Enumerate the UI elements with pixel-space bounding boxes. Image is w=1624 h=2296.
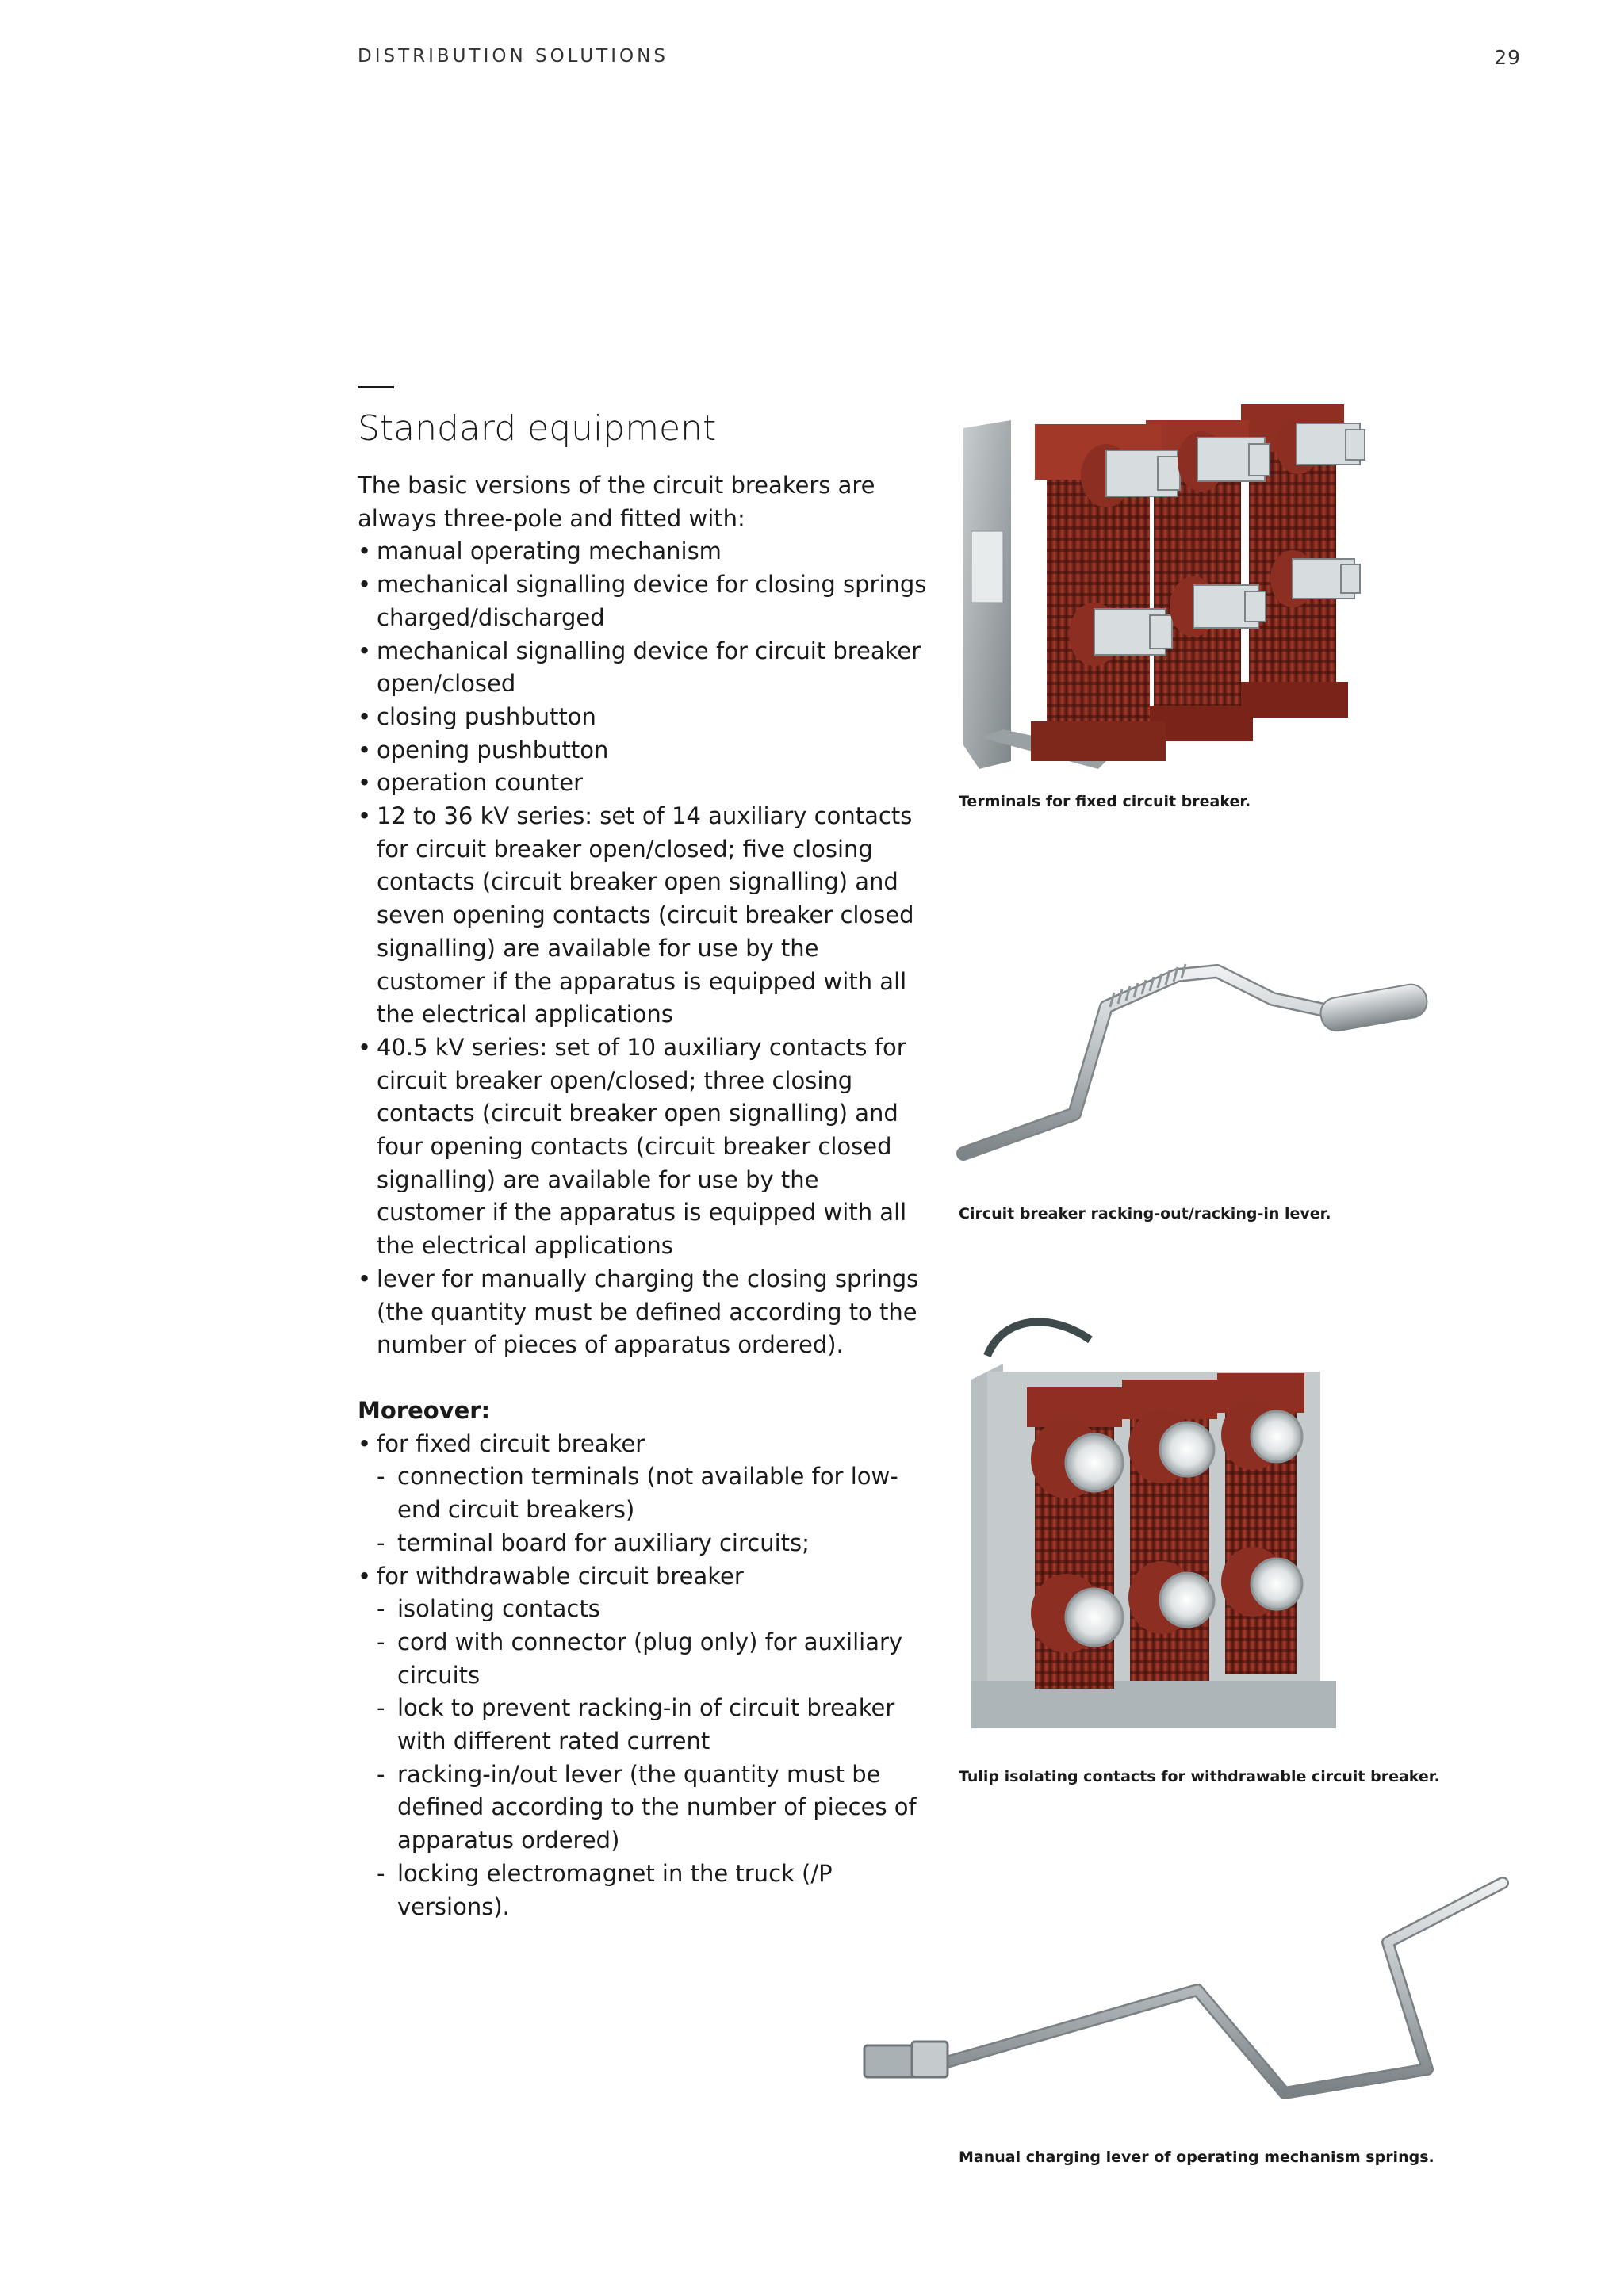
section-title: Standard equipment	[358, 408, 717, 449]
sub-list-item: - locking electromagnet in the truck (/P versions).	[358, 1858, 929, 1923]
fixed-sublist	[358, 1460, 929, 1559]
list-item: • manual operating mechanism	[358, 535, 929, 568]
withdrawable-label: for withdrawable circuit breaker	[377, 1562, 744, 1590]
figure-caption-racking-lever: Circuit breaker racking-out/racking-in lever.	[959, 1205, 1331, 1223]
list-item-withdrawable	[358, 1560, 929, 1594]
fixed-circuit-breaker-image	[956, 396, 1408, 777]
sub-list-item: - lock to prevent racking-in of circuit breaker with different rated current	[358, 1692, 929, 1758]
list-item: • 12 to 36 kV series: set of 14 auxiliary contacts for circuit breaker open/closed; five closing contacts (circuit breaker open signalling) and seven opening contacts (circuit breaker closed signalling) are available for use by the customer if the apparatus is equipped with all the electrical applications	[358, 800, 929, 1031]
list-item: • mechanical signalling device for closing springs charged/discharged	[358, 568, 929, 634]
sub-list-item: - cord with connector (plug only) for auxiliary circuits	[358, 1626, 929, 1692]
list-item: • 40.5 kV series: set of 10 auxiliary contacts for circuit breaker open/closed; three closing contacts (circuit breaker open signalling) and four opening contacts (circuit breaker closed signalling) are available for use by the customer if the apparatus is equipped with all the electrical applications	[358, 1031, 929, 1263]
list-item: • closing pushbutton	[358, 701, 929, 734]
sub-list-item: - isolating contacts	[358, 1593, 929, 1626]
title-rule	[358, 386, 394, 388]
figure-caption-charging-lever: Manual charging lever of operating mechanism springs.	[959, 2149, 1434, 2166]
figure-caption-fixed: Terminals for fixed circuit breaker.	[959, 793, 1251, 810]
withdrawable-sublist	[358, 1593, 929, 1923]
moreover-list	[358, 1428, 929, 1461]
standard-equipment-list	[358, 535, 929, 1362]
moreover-heading: Moreover:	[358, 1396, 491, 1424]
running-header: DISTRIBUTION SOLUTIONS	[358, 46, 668, 67]
list-item: • operation counter	[358, 767, 929, 800]
body-text	[358, 469, 929, 1923]
racking-lever-image	[956, 912, 1439, 1173]
figure-caption-withdrawable: Tulip isolating contacts for withdrawable circuit breaker.	[959, 1768, 1440, 1785]
sub-list-item: - terminal board for auxiliary circuits;	[358, 1527, 929, 1560]
moreover-list-2	[358, 1560, 929, 1594]
list-item-fixed	[358, 1428, 929, 1461]
fixed-label: for fixed circuit breaker	[377, 1429, 645, 1457]
list-item: • lever for manually charging the closing springs (the quantity must be defined according to the number of pieces of apparatus ordered).	[358, 1263, 929, 1362]
list-item: • mechanical signalling device for circuit breaker open/closed	[358, 635, 929, 701]
withdrawable-circuit-breaker-image	[956, 1308, 1368, 1752]
charging-lever-image	[856, 1871, 1522, 2109]
sub-list-item: - racking-in/out lever (the quantity must be defined according to the number of pieces of apparatus ordered)	[358, 1758, 929, 1858]
sub-list-item: - connection terminals (not available for low-end circuit breakers)	[358, 1460, 929, 1526]
intro-paragraph: The basic versions of the circuit breakers are always three-pole and fitted with:	[358, 472, 875, 532]
list-item: • opening pushbutton	[358, 734, 929, 767]
page-number: 29	[1494, 46, 1521, 69]
